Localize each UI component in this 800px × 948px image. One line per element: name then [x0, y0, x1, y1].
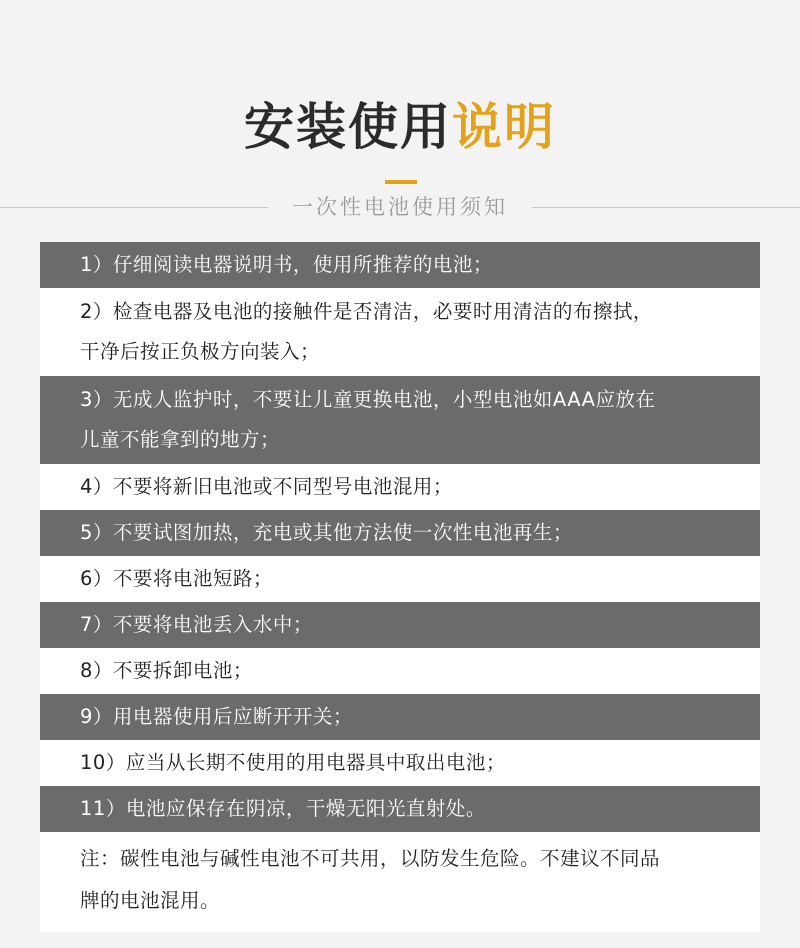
list-item-line: 干净后按正负极方向装入； — [80, 340, 321, 363]
list-item-line: 3）无成人监护时，不要让儿童更换电池，小型电池如AAA应放在 — [80, 388, 656, 411]
list-item: 5）不要试图加热，充电或其他方法使一次性电池再生； — [40, 510, 760, 556]
divider-right — [532, 207, 800, 208]
title-accent-bar — [385, 180, 417, 184]
list-item: 8）不要拆卸电池； — [40, 648, 760, 694]
title-part1: 安装使用 — [244, 98, 452, 156]
note-line: 牌的电池混用。 — [80, 889, 221, 912]
note-line: 注：碳性电池与碱性电池不可共用，以防发生危险。不建议不同品 — [80, 847, 661, 870]
page-title — [0, 92, 800, 162]
list-item: 4）不要将新旧电池或不同型号电池混用； — [40, 464, 760, 510]
divider-left — [0, 207, 268, 208]
list-item: 9）用电器使用后应断开开关； — [40, 694, 760, 740]
header — [0, 0, 800, 219]
list-item: 10）应当从长期不使用的用电器具中取出电池； — [40, 740, 760, 786]
subtitle: 一次性电池使用须知 — [292, 195, 508, 219]
list-item: 11）电池应保存在阴凉，干燥无阳光直射处。 — [40, 786, 760, 832]
subtitle-row — [0, 192, 800, 222]
instruction-list — [40, 242, 760, 932]
list-item — [40, 376, 760, 464]
title-part2-highlight: 说明 — [452, 98, 556, 156]
list-item — [40, 288, 760, 376]
list-item: 7）不要将电池丢入水中； — [40, 602, 760, 648]
list-item-line: 儿童不能拿到的地方； — [80, 428, 281, 451]
list-item-line: 2）检查电器及电池的接触件是否清洁，必要时用清洁的布擦拭， — [80, 300, 653, 323]
list-item: 1）仔细阅读电器说明书，使用所推荐的电池； — [40, 242, 760, 288]
note — [40, 832, 760, 932]
list-item: 6）不要将电池短路； — [40, 556, 760, 602]
